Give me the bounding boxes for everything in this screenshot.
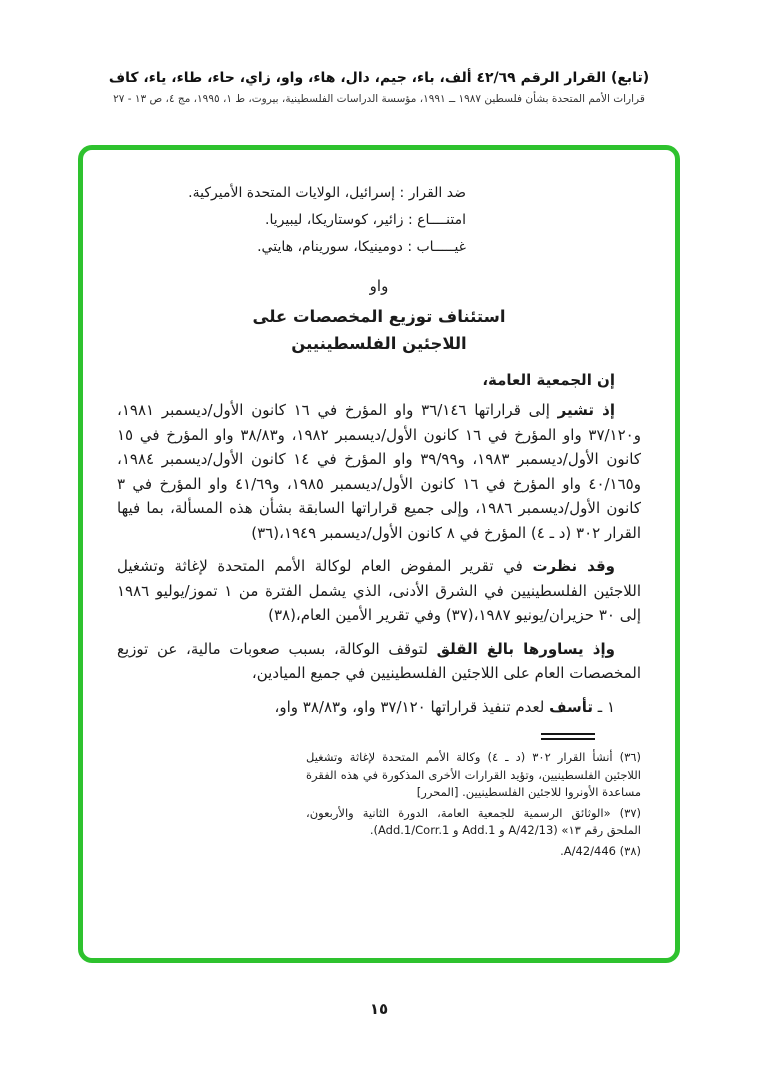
vote-results-block [117, 180, 641, 261]
preamble-paragraph-recalling [117, 398, 641, 545]
item-number: ١ ـ [593, 697, 615, 716]
section-letter: واو [369, 277, 389, 295]
paragraph-text: لتوقف الوكالة، بسبب صعوبات مالية، عن توزيع المخصصات العام على اللاجئين الفلسطينيين في جميع الميادين، [117, 639, 641, 682]
source-citation: قرارات الأمم المتحدة بشأن فلسطين ١٩٨٧ ــ ١٩٩١، مؤسسة الدراسات الفلسطينية، بيروت، ط ١، ١٩٩٥، مج ٤، ص ١٣ - ٢٧ [113, 93, 645, 105]
vote-absent-line: غيـــــاب : دومينيكا، سورينام، هايتي. [257, 239, 466, 255]
resolution-header-title: (تابع) القرار الرقم ٤٢/٦٩ ألف، باء، جيم، دال، هاء، واو، زاي، حاء، طاء، ياء، كاف [108, 70, 650, 86]
preamble-opening: إن الجمعية العامة، [482, 371, 615, 389]
page-number: ١٥ [369, 1000, 389, 1018]
footnote-37: (٣٧) «الوثائق الرسمية للجمعية العامة، الدورة الثانية والأربعون، الملحق رقم ١٣» (A/42/13 و Add.1 و Add.1/Corr.1). [306, 805, 641, 837]
item-lead: تأسف [549, 697, 593, 716]
footnotes-block [306, 749, 641, 860]
paragraph-lead: إذ تشير [557, 401, 615, 419]
paragraph-lead: وإذ يساورها بالغ القلق [436, 639, 615, 658]
page-header [0, 70, 758, 105]
footnote-separator [541, 733, 595, 740]
operative-item-1 [117, 695, 641, 720]
paragraph-text: إلى قراراتها ٣٦/١٤٦ واو المؤرخ في ١٦ كانون الأول/ديسمبر ١٩٨١، و٣٧/١٢٠ واو المؤرخ في ١٦ كانون الأول/ديسمبر ١٩٨٢، و٣٨/٨٣ واو المؤرخ في ١٥ كانون الأول/ديسمبر ١٩٨٣، و٣٩/٩٩ واو المؤرخ في ١٤ كانون الأول/ديسمبر ١٩٨٤، و٤٠/١٦٥ واو المؤرخ في ١٦ كانون الأول/ديسمبر ١٩٨٥، و٤١/٦٩ واو المؤرخ في ٣ كانون الأول/ديسمبر ١٩٨٦، وإلى جميع قراراتها السابقة بشأن هذه المسألة، بما فيها القرار ٣٠٢ (د ـ ٤) المؤرخ في ٨ كانون الأول/ديسمبر ١٩٤٩،(٣٦) [117, 401, 641, 542]
section-title-line1: استئناف توزيع المخصصات على [252, 307, 506, 326]
preamble-paragraph-considered [117, 554, 641, 628]
item-text: لعدم تنفيذ قراراتها ٣٧/١٢٠ واو، و٣٨/٨٣ واو، [274, 697, 550, 716]
content-frame [78, 145, 680, 963]
section-title-line2: اللاجئين الفلسطينيين [291, 334, 467, 353]
footnote-38: (٣٨) A/42/446. [560, 843, 641, 858]
vote-against-line: ضد القرار : إسرائيل، الولايات المتحدة الأميركية. [188, 185, 466, 201]
paragraph-lead: وقد نظرت [532, 557, 615, 575]
preamble-paragraph-concerned [117, 637, 641, 686]
paragraph-text: في تقرير المفوض العام لوكالة الأمم المتحدة لإغاثة وتشغيل اللاجئين الفلسطينيين في الشرق الأدنى، الذي يشمل الفترة من ١ تموز/يوليو ١٩٨٦ إلى ٣٠ حزيران/يونيو ١٩٨٧،(٣٧) وفي تقرير الأمين العام،(٣٨) [117, 557, 641, 624]
footnote-36: (٣٦) أنشأ القرار ٣٠٢ (د ـ ٤) وكالة الأمم المتحدة لإغاثة وتشغيل اللاجئين الفلسطينيين، وتؤيد القرارات الأخرى المذكورة في هذه الفقرة مساعدة الأونروا للاجئين الفلسطينيين. [المحرر] [306, 750, 641, 799]
vote-abstain-line: امتنــــاع : زائير، كوستاريكا، ليبيريا. [265, 212, 466, 228]
